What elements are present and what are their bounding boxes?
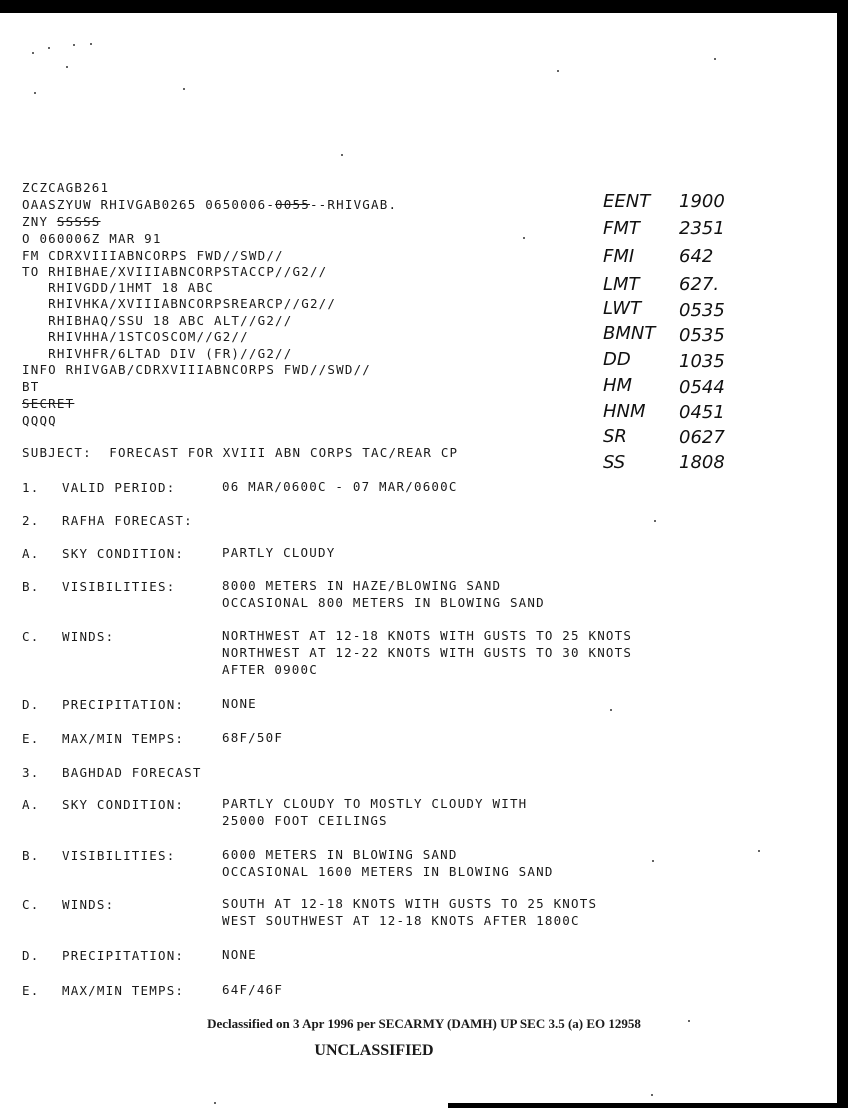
visibilities-label: VISIBILITIES: [62, 579, 176, 594]
scan-speck [651, 1094, 653, 1096]
sky-condition-label: SKY CONDITION: [62, 797, 185, 812]
header-line: INFO RHIVGAB/CDRXVIIIABNCORPS FWD//SWD// [22, 362, 372, 377]
hw-value: 627. [679, 274, 720, 295]
hw-key: SS [603, 452, 626, 473]
header-line: QQQQ [22, 413, 57, 428]
visibilities-label: VISIBILITIES: [62, 848, 176, 863]
routing-tail-text: --RHIVGAB. [309, 197, 398, 212]
header-line: O 060006Z MAR 91 [22, 231, 162, 246]
visibilities-value [222, 846, 554, 880]
hw-key: LWT [603, 298, 642, 319]
winds-value [222, 627, 632, 678]
scan-edge-right [837, 0, 848, 1108]
item-letter: A. [22, 546, 40, 561]
winds-label: WINDS: [62, 897, 115, 912]
baghdad-forecast-title: BAGHDAD FORECAST [62, 765, 202, 780]
value-line: NONE [222, 696, 257, 711]
temps-label: MAX/MIN TEMPS: [62, 731, 185, 746]
hw-key: DD [603, 349, 631, 370]
value-line: NORTHWEST AT 12-22 KNOTS WITH GUSTS TO 30 KNOTS [222, 645, 633, 660]
hw-value: 642 [679, 246, 714, 267]
value-line: NONE [222, 947, 257, 962]
precipitation-label: PRECIPITATION: [62, 948, 185, 963]
item-letter: C. [22, 897, 40, 912]
header-line: RHIVHFR/6LTAD DIV (FR)//G2// [22, 346, 293, 361]
value-line: OCCASIONAL 800 METERS IN BLOWING SAND [222, 595, 545, 610]
winds-value [222, 895, 597, 929]
scan-edge-bottom [448, 1103, 848, 1108]
item-letter: A. [22, 797, 40, 812]
subject-line: SUBJECT: FORECAST FOR XVIII ABN CORPS TAC/REAR CP [22, 445, 459, 460]
header-routing-line [22, 198, 397, 212]
hw-value: 1808 [679, 452, 725, 473]
header-line: ZCZCAGB261 [22, 180, 110, 195]
header-line: RHIVHHA/1STCOSCOM//G2// [22, 329, 249, 344]
header-zny-line [22, 215, 101, 229]
hw-value: 0535 [679, 325, 725, 346]
hw-value: 2351 [679, 218, 725, 239]
zny-text: ZNY [22, 214, 57, 229]
declassification-note: Declassified on 3 Apr 1996 per SECARMY (DAMH) UP SEC 3.5 (a) EO 12958 [207, 1016, 641, 1031]
item-letter: B. [22, 848, 40, 863]
header-line: TO RHIBHAE/XVIIIABNCORPSTACCP//G2// [22, 264, 328, 279]
item-letter: D. [22, 697, 40, 712]
scan-speck [714, 58, 716, 60]
hw-key: HM [603, 375, 633, 396]
value-line: 64F/46F [222, 982, 284, 997]
item-letter: E. [22, 983, 40, 998]
value-line: PARTLY CLOUDY TO MOSTLY CLOUDY WITH [222, 796, 528, 811]
item-letter: B. [22, 579, 40, 594]
scan-speck [523, 237, 525, 239]
temps-value [222, 729, 283, 746]
winds-label: WINDS: [62, 629, 115, 644]
hw-value: 1900 [679, 191, 725, 212]
value-line: 68F/50F [222, 730, 284, 745]
scan-edge-top [0, 0, 848, 13]
precipitation-value [222, 946, 257, 963]
hw-key: HNM [603, 401, 646, 422]
temps-label: MAX/MIN TEMPS: [62, 983, 185, 998]
value-line: SOUTH AT 12-18 KNOTS WITH GUSTS TO 25 KNOTS [222, 896, 598, 911]
scan-speck [652, 860, 654, 862]
hw-key: EENT [603, 191, 651, 212]
scan-speck [34, 92, 36, 94]
visibilities-value [222, 577, 545, 611]
item-letter: D. [22, 948, 40, 963]
classification-marking: UNCLASSIFIED [314, 1042, 434, 1059]
sky-condition-value [222, 795, 527, 829]
value-line: OCCASIONAL 1600 METERS IN BLOWING SAND [222, 864, 554, 879]
scan-speck [214, 1102, 216, 1104]
header-line: RHIBHAQ/SSU 18 ABC ALT//G2// [22, 313, 293, 328]
sky-condition-label: SKY CONDITION: [62, 546, 185, 561]
scan-speck [341, 154, 343, 156]
hw-value: 1035 [679, 351, 725, 372]
precipitation-label: PRECIPITATION: [62, 697, 185, 712]
scan-speck [758, 850, 760, 852]
scan-speck [48, 47, 50, 49]
value-line: 8000 METERS IN HAZE/BLOWING SAND [222, 578, 502, 593]
sky-condition-value [222, 544, 335, 561]
hw-key: BMNT [603, 323, 656, 344]
hw-key: LMT [603, 274, 640, 295]
scan-speck [557, 70, 559, 72]
value-line: AFTER 0900C [222, 662, 318, 677]
valid-period-value: 06 MAR/0600C - 07 MAR/0600C [222, 479, 458, 494]
header-line: BT [22, 379, 40, 394]
value-line: NORTHWEST AT 12-18 KNOTS WITH GUSTS TO 25 KNOTS [222, 628, 633, 643]
classification-struck: SECRET [22, 396, 75, 411]
hw-key: SR [603, 426, 627, 447]
value-line: 25000 FOOT CEILINGS [222, 813, 388, 828]
scan-speck [32, 52, 34, 54]
scan-speck [610, 709, 612, 711]
value-line: PARTLY CLOUDY [222, 545, 336, 560]
rafha-forecast-title: RAFHA FORECAST: [62, 513, 193, 528]
temps-value [222, 981, 283, 998]
precipitation-value [222, 695, 257, 712]
header-line: RHIVHKA/XVIIIABNCORPSREARCP//G2// [22, 296, 337, 311]
header-line: FM CDRXVIIIABNCORPS FWD//SWD// [22, 248, 284, 263]
zny-struck-text: SSSSS [56, 214, 101, 229]
hw-key: FMT [603, 218, 640, 239]
valid-period-label: VALID PERIOD: [62, 480, 176, 495]
scan-speck [66, 66, 68, 68]
hw-value: 0535 [679, 300, 725, 321]
section-number: 2. [22, 513, 40, 528]
routing-text: OAASZYUW RHIVGAB0265 0650006- [22, 197, 276, 212]
scan-speck [73, 44, 75, 46]
scan-speck [183, 88, 185, 90]
hw-value: 0627 [679, 427, 725, 448]
hw-key: FMI [603, 246, 635, 267]
scan-speck [654, 520, 656, 522]
hw-value: 0451 [679, 402, 725, 423]
scan-speck [90, 43, 92, 45]
item-letter: C. [22, 629, 40, 644]
hw-value: 0544 [679, 377, 725, 398]
routing-struck-text: 0055 [275, 197, 310, 212]
section-number: 1. [22, 480, 40, 495]
header-line: RHIVGDD/1HMT 18 ABC [22, 280, 214, 295]
value-line: 6000 METERS IN BLOWING SAND [222, 847, 458, 862]
value-line: WEST SOUTHWEST AT 12-18 KNOTS AFTER 1800C [222, 913, 580, 928]
section-number: 3. [22, 765, 40, 780]
item-letter: E. [22, 731, 40, 746]
